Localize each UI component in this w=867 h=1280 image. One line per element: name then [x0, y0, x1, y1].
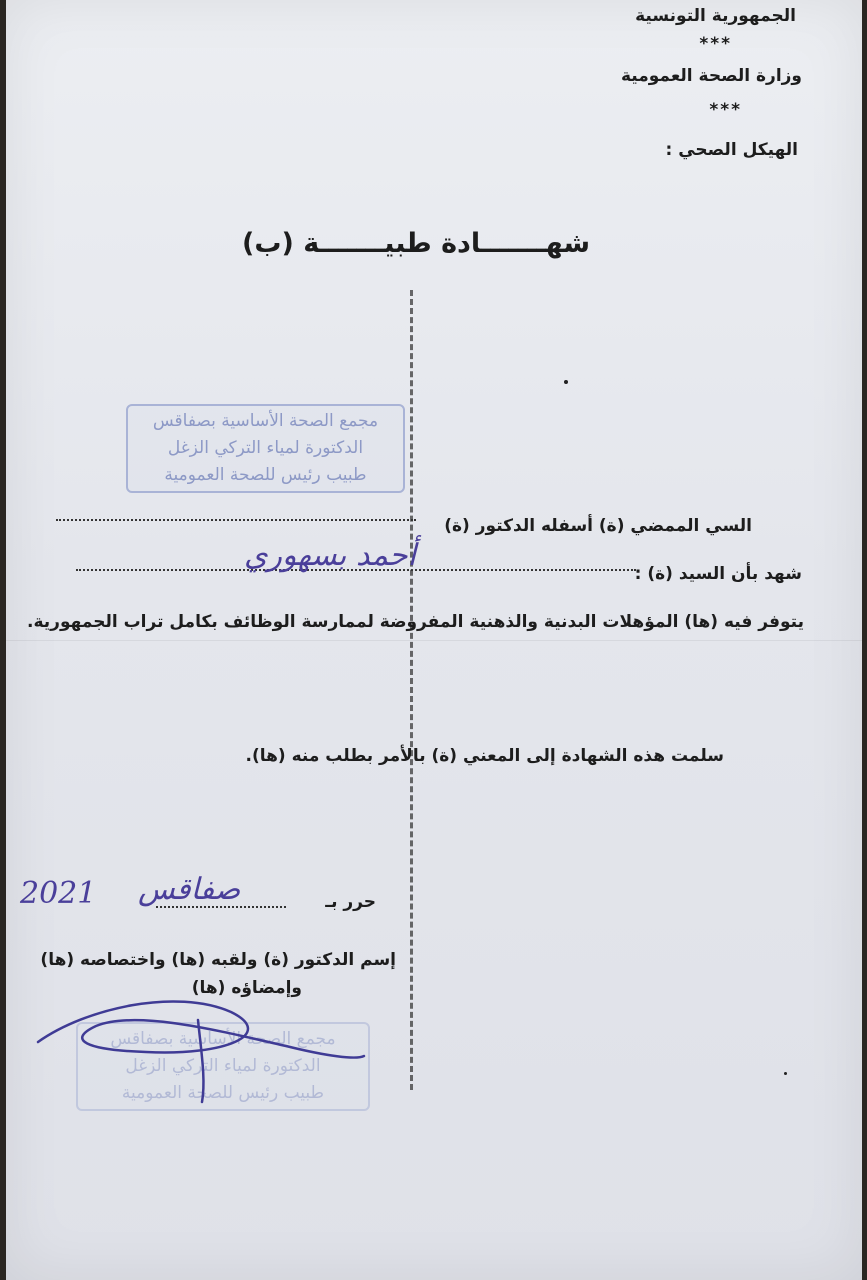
header-health-facility: الهيكل الصحي :	[665, 140, 798, 160]
patient-name-handwritten: أحمد بسهوري	[244, 538, 416, 573]
header-separator: ***	[699, 34, 732, 54]
date-handwritten: 2021	[20, 876, 97, 911]
signature-label: وإمضاؤه (ها)	[191, 978, 302, 998]
stamp-line: طبيب رئيس للصحة العمومية	[164, 465, 367, 485]
doctor-line: السي الممضي (ة) أسفله الدكتور (ة)	[444, 516, 752, 536]
doctor-name-label: إسم الدكتور (ة) ولقبه (ها) واختصاصه (ها)	[40, 950, 396, 970]
stamp-line: الدكتورة لمياء التركي الزغل	[125, 1056, 321, 1076]
document-page	[6, 0, 862, 1280]
ink-dot	[784, 1072, 787, 1075]
qualifications-statement: يتوفر فيه (ها) المؤهلات البدنية والذهنية المفروضة لممارسة الوظائف بكامل تراب الجمهورية.	[27, 612, 804, 632]
header-country: الجمهورية التونسية	[635, 6, 796, 26]
stamp-line: مجمع الصحة الأساسية بصفاقس	[152, 411, 379, 431]
stamp-line: طبيب رئيس للصحة العمومية	[121, 1083, 325, 1103]
certificate-title: شهـــــــادة طبيـــــــة (ب)	[242, 228, 590, 259]
header-ministry: وزارة الصحة العمومية	[621, 66, 802, 86]
fold-crease	[6, 640, 862, 641]
stamp-line: مجمع الصحة الأساسية بصفاقس	[110, 1029, 336, 1049]
signature-mark	[26, 990, 366, 1110]
fold-line	[410, 290, 413, 1090]
ink-dot	[564, 380, 568, 384]
dotted-fill-line	[56, 519, 416, 521]
patient-label: شهد بأن السيد (ة) :	[634, 564, 802, 584]
stamp-line: الدكتورة لمياء التركي الزغل	[167, 438, 364, 458]
city-handwritten: صفاقس	[138, 872, 241, 907]
header-separator: ***	[709, 100, 742, 120]
written-at-label: حرر بـ	[325, 892, 376, 912]
delivery-statement: سلمت هذه الشهادة إلى المعني (ة) بالأمر بطلب منه (ها).	[245, 746, 724, 766]
official-stamp	[126, 404, 405, 493]
